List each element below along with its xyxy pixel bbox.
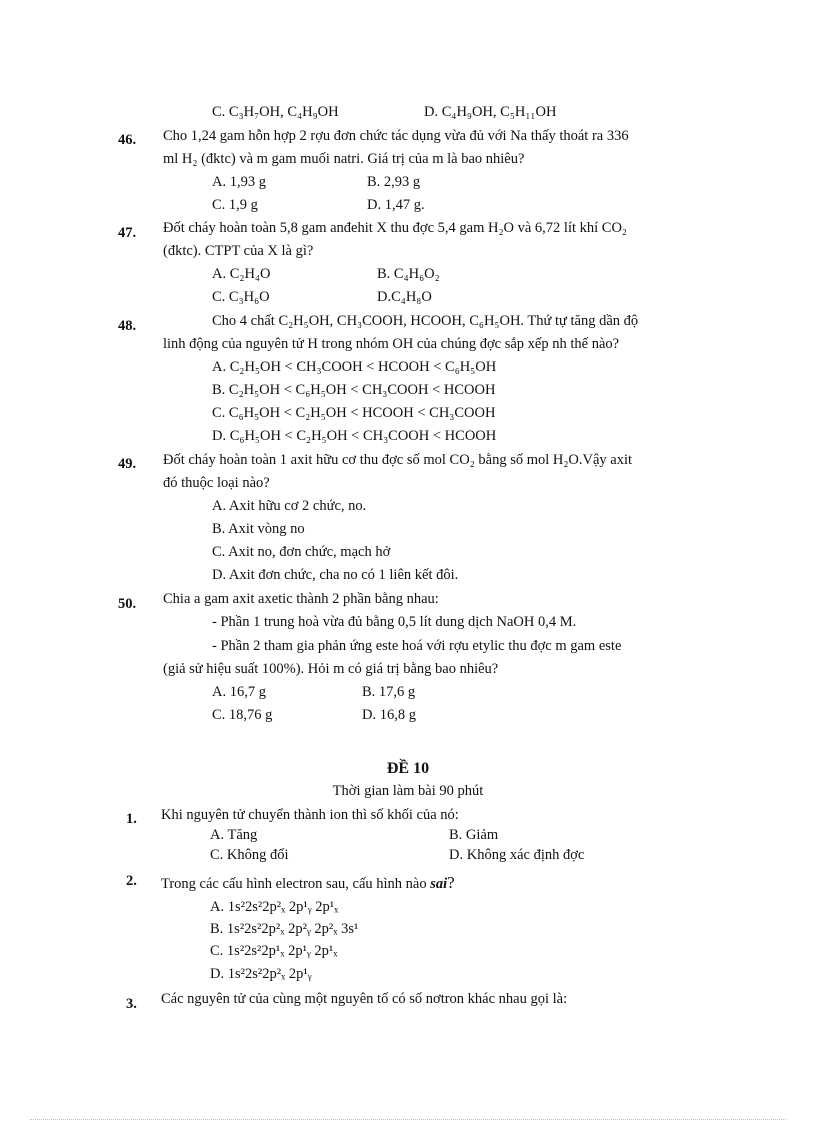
- q50-option-b: B. 17,6 g: [362, 684, 416, 700]
- q49-stem-line1: Đốt cháy hoàn toàn 1 axit hữu cơ thu đợc số mol CO₂ bằng số mol H₂O.Vậy axit: [163, 452, 633, 468]
- q50-option-c: C. 18,76 g: [212, 707, 273, 723]
- q3-number: 3.: [126, 996, 137, 1012]
- q2-stem-qmark: ?: [447, 873, 455, 892]
- q47-option-d: D.C₄H₈O: [377, 289, 432, 305]
- q49-option-a: A. Axit hữu cơ 2 chức, no.: [212, 498, 367, 514]
- q2-option-b: B. 1s²2s²2p²ₓ 2p²ᵧ 2p²ₓ 3s¹: [210, 921, 359, 937]
- q1-stem: Khi nguyên tử chuyển thành ion thì số khối của nó:: [161, 807, 459, 823]
- q48-option-c: C. C₆H₅OH < C₂H₅OH < HCOOH < CH₃COOH: [212, 405, 496, 421]
- q2-stem: [161, 874, 455, 893]
- q1-option-a: A. Tăng: [210, 827, 258, 843]
- q48-stem-line2: linh động của nguyên tử H trong nhóm OH của chúng đợc sắp xếp nh thế nào?: [163, 336, 620, 352]
- q47-stem-line2: (đktc). CTPT của X là gì?: [163, 243, 314, 259]
- q47-number: 47.: [118, 225, 137, 241]
- q3-stem: Các nguyên tử của cùng một nguyên tố có số nơtron khác nhau gọi là:: [161, 991, 568, 1007]
- q2-stem-text: Trong các cấu hình electron sau, cấu hình nào: [161, 876, 431, 892]
- q45-option-c: C. C₃H₇OH, C₄H₉OH: [212, 104, 339, 120]
- q50-option-a: A. 16,7 g: [212, 684, 266, 700]
- q47-stem-line1: Đốt cháy hoàn toàn 5,8 gam anđehit X thu đợc 5,4 gam H₂O và 6,72 lít khí CO₂: [163, 220, 627, 236]
- q2-option-c: C. 1s²2s²2p¹ₓ 2p¹ᵧ 2p¹ₓ: [210, 943, 338, 959]
- q1-number: 1.: [126, 811, 137, 827]
- q46-option-d: D. 1,47 g.: [367, 197, 425, 213]
- q50-stem-line2: - Phần 1 trung hoà vừa đủ bằng 0,5 lít dung dịch NaOH 0,4 M.: [212, 614, 577, 630]
- q2-stem-emphasis: sai: [430, 876, 448, 892]
- q50-stem-line3: - Phần 2 tham gia phản ứng este hoá với rợu etylic thu đợc m gam este: [212, 638, 622, 654]
- exam-duration: Thời gian làm bài 90 phút: [332, 783, 484, 799]
- q50-number: 50.: [118, 596, 137, 612]
- q46-stem-line1: Cho 1,24 gam hỗn hợp 2 rợu đơn chức tác dụng vừa đủ với Na thấy thoát ra 336: [163, 128, 629, 144]
- q1-option-b: B. Giảm: [449, 827, 499, 843]
- q48-option-d: D. C₆H₅OH < C₂H₅OH < CH₃COOH < HCOOH: [212, 428, 497, 444]
- q47-option-b: B. C₄H₆O₂: [377, 266, 440, 282]
- q1-option-d: D. Không xác định đợc: [449, 847, 585, 863]
- q46-number: 46.: [118, 132, 137, 148]
- page-bottom-divider: [30, 1119, 786, 1120]
- q50-option-d: D. 16,8 g: [362, 707, 416, 723]
- q46-stem-line2: ml H₂ (đktc) và m gam muối natri. Giá trị của m là bao nhiêu?: [163, 151, 525, 167]
- q46-option-c: C. 1,9 g: [212, 197, 258, 213]
- q47-option-c: C. C₃H₆O: [212, 289, 270, 305]
- q49-number: 49.: [118, 456, 137, 472]
- q48-option-a: A. C₂H₅OH < CH₃COOH < HCOOH < C₆H₅OH: [212, 359, 497, 375]
- q1-option-c: C. Không đổi: [210, 847, 289, 863]
- q48-option-b: B. C₂H₅OH < C₆H₅OH < CH₃COOH < HCOOH: [212, 382, 496, 398]
- q47-option-a: A. C₂H₄O: [212, 266, 271, 282]
- exam-title: ĐỀ 10: [386, 760, 430, 777]
- q2-option-d: D. 1s²2s²2p²ₓ 2p¹ᵧ: [210, 966, 312, 982]
- q48-stem-line1: Cho 4 chất C₂H₅OH, CH₃COOH, HCOOH, C₆H₅OH. Thứ tự tăng dần độ: [212, 313, 639, 329]
- q49-stem-line2: đó thuộc loại nào?: [163, 475, 270, 491]
- q45-option-d: D. C₄H₉OH, C₅H₁₁OH: [424, 104, 557, 120]
- q46-option-b: B. 2,93 g: [367, 174, 421, 190]
- q48-number: 48.: [118, 318, 137, 334]
- q2-option-a: A. 1s²2s²2p²ₓ 2p¹ᵧ 2p¹ₓ: [210, 899, 339, 915]
- q49-option-d: D. Axit đơn chức, cha no có 1 liên kết đôi.: [212, 567, 459, 583]
- q49-option-b: B. Axit vòng no: [212, 521, 305, 537]
- q50-stem-line1: Chia a gam axit axetic thành 2 phần bằng nhau:: [163, 591, 439, 607]
- q49-option-c: C. Axit no, đơn chức, mạch hở: [212, 544, 391, 560]
- q2-number: 2.: [126, 873, 137, 889]
- q46-option-a: A. 1,93 g: [212, 174, 266, 190]
- q50-stem-line4: (giả sử hiệu suất 100%). Hỏi m có giá trị bằng bao nhiêu?: [163, 661, 499, 677]
